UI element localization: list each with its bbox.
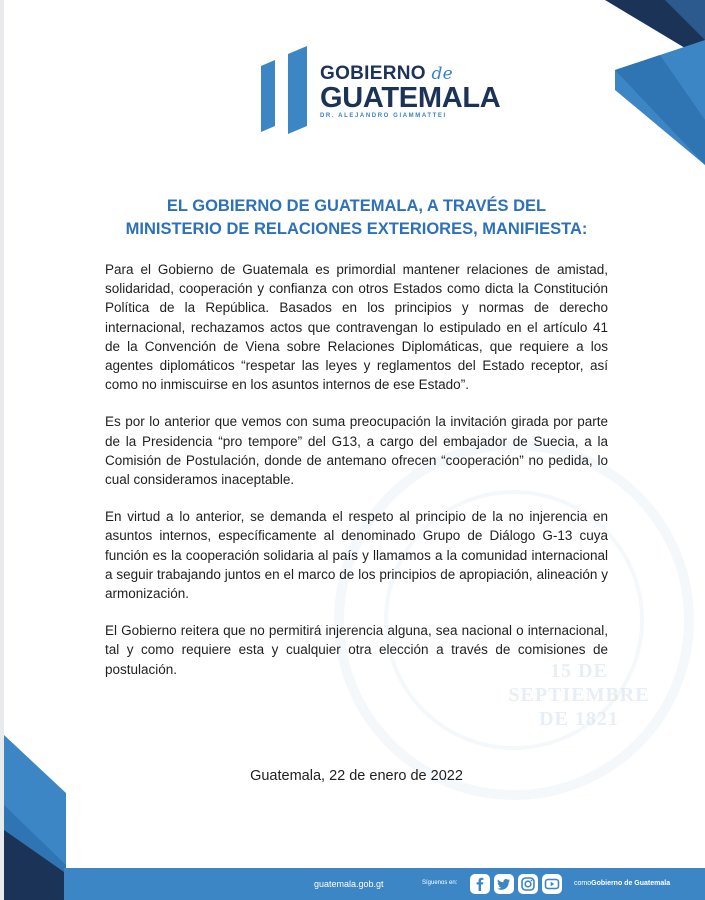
government-logo bbox=[320, 64, 500, 119]
footer-bar bbox=[64, 868, 705, 900]
logo-line1-text: GOBIERNO bbox=[320, 63, 426, 84]
logo-guatemala-text: GUATEMALA bbox=[320, 82, 501, 114]
logo-de-text: de bbox=[431, 64, 453, 84]
handle-name: Gobierno de Guatemala bbox=[591, 880, 671, 887]
watermark-text-line1: 15 DE bbox=[550, 660, 608, 682]
date-line: Guatemala, 22 de enero de 2022 bbox=[250, 768, 463, 784]
statement-body bbox=[105, 260, 608, 697]
handle-prefix: como bbox=[574, 880, 592, 887]
page-title bbox=[64, 195, 649, 241]
follow-label: Síguenos en: bbox=[422, 880, 458, 886]
title-line2: MINISTERIO DE RELACIONES EXTERIORES, MANIFIESTA: bbox=[125, 220, 588, 238]
watermark-text-line3: DE 1821 bbox=[539, 708, 619, 730]
social-handle[interactable] bbox=[574, 880, 670, 887]
twitter-icon[interactable] bbox=[494, 874, 514, 894]
website-link[interactable]: guatemala.gob.gt bbox=[314, 879, 384, 889]
logo-gobierno bbox=[320, 64, 500, 84]
paragraph-4: El Gobierno reitera que no permitirá injerencia alguna, sea nacional o internacional, tal y como requiere esta y cualquier otra elección a través de comisiones de postulación. bbox=[105, 623, 608, 677]
paragraph-3: En virtud a lo anterior, se demanda el respeto al principio de la no injerencia en asuntos internos, específicamente al denominado Grupo de Diálogo G-13 cuya función es la cooperación solidaria al país y llamamos a la comunidad internacional a seguir trabajando juntos en el marco de los principios de apropiación, alineación y armonización. bbox=[105, 509, 608, 602]
title-line1: EL GOBIERNO DE GUATEMALA, A TRAVÉS DEL bbox=[166, 197, 547, 215]
facebook-icon[interactable] bbox=[470, 874, 490, 894]
top-right-corner-decoration bbox=[565, 0, 705, 170]
paragraph-2: Es por lo anterior que vemos con suma preocupación la invitación girada por parte de la Presidencia “pro tempore” del G13, a cargo del embajador de Suecia, a la Comisión de Postulación, donde de antemano ofrecen “cooperación” no pedida, lo cual consideramos inaceptable. bbox=[105, 414, 608, 488]
logo-president-text: DR. ALEJANDRO GIAMMATTEI bbox=[320, 113, 447, 119]
paragraph-1: Para el Gobierno de Guatemala es primordial mantener relaciones de amistad, solidaridad, cooperación y confianza con otros Estados como dicta la Constitución Política de la República. Basados en los principios y normas de derecho internacional, rechazamos actos que contravengan lo estipulado en el artículo 41 de la Convención de Viena sobre Relaciones Diplomáticas, que requiere a los agentes diplomáticos “respetar las leyes y reglamentos del Estado receptor, así como no inmiscuirse en los asuntos internos de ese Estado”. bbox=[105, 262, 608, 393]
youtube-icon[interactable] bbox=[542, 874, 562, 894]
watermark-text-line2: SEPTIEMBRE bbox=[508, 684, 650, 706]
instagram-icon[interactable] bbox=[518, 874, 538, 894]
logo-bars-icon bbox=[259, 46, 309, 136]
